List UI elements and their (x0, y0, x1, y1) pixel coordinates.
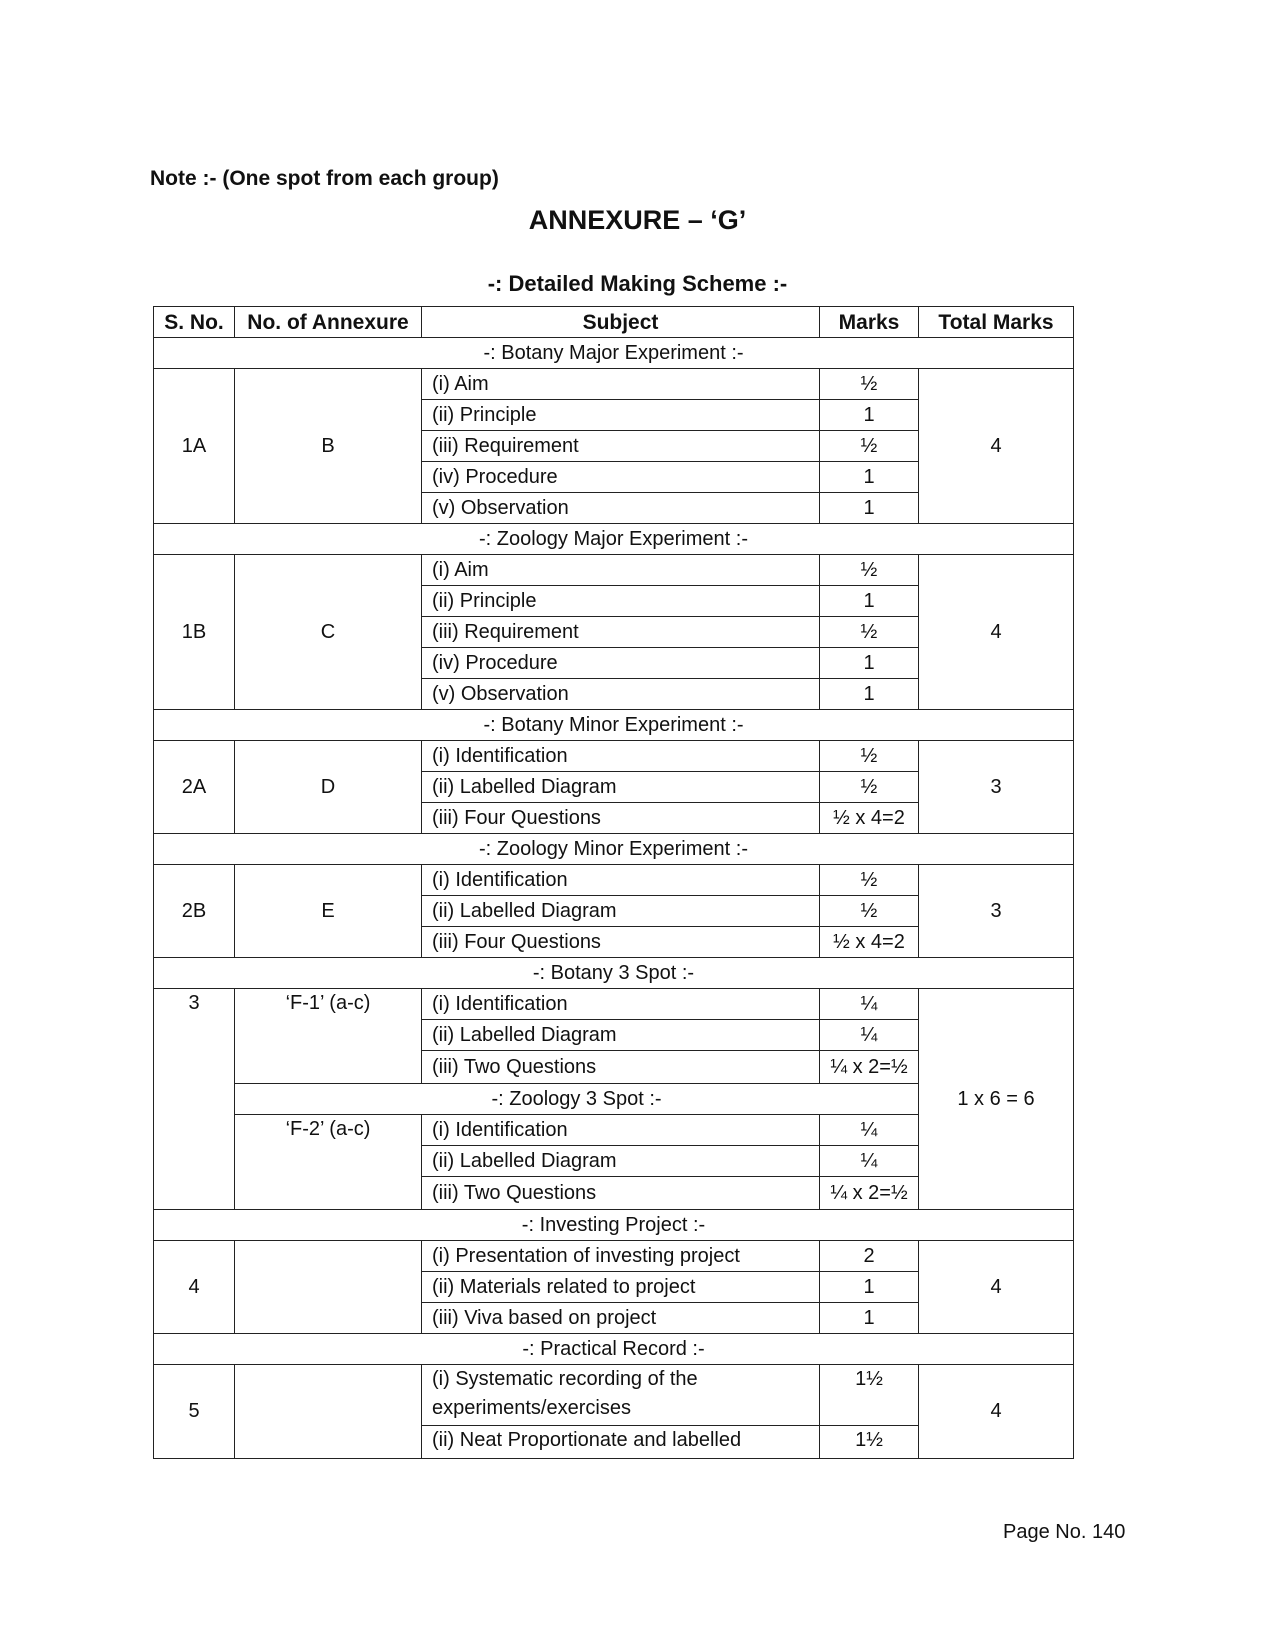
header-subject: Subject (422, 307, 820, 338)
section-practical-record: -: Practical Record :- (154, 1334, 1074, 1365)
header-row (154, 307, 1074, 338)
section-investing-project: -: Investing Project :- (154, 1210, 1074, 1241)
subject-cell: (ii) Neat Proportionate and labelled (422, 1426, 820, 1459)
marks-cell: ½ (820, 555, 919, 586)
sno-cell: 2B (154, 865, 235, 958)
header-annexure: No. of Annexure (235, 307, 422, 338)
note-text: Note :- (One spot from each group) (150, 167, 499, 190)
marks-cell: 1 (820, 400, 919, 431)
annexure-cell: B (235, 369, 422, 524)
sno-cell: 3 (154, 989, 235, 1210)
marking-scheme-table (153, 306, 1074, 1459)
subject-cell: (i) Identification (422, 1115, 820, 1146)
annexure-cell: D (235, 741, 422, 834)
subject-cell: (iv) Procedure (422, 462, 820, 493)
marks-cell: 1 (820, 648, 919, 679)
annexure-cell: C (235, 555, 422, 710)
section-botany-minor: -: Botany Minor Experiment :- (154, 710, 1074, 741)
marks-cell: 1 (820, 586, 919, 617)
marks-cell: ½ (820, 431, 919, 462)
marks-cell: ½ (820, 369, 919, 400)
subject-cell: (iii) Two Questions (422, 1177, 820, 1210)
total-marks-cell: 4 (919, 369, 1074, 524)
total-marks-cell: 1 x 6 = 6 (919, 989, 1074, 1210)
marks-cell: ¼ x 2=½ (820, 1177, 919, 1210)
subject-cell: (ii) Labelled Diagram (422, 1020, 820, 1051)
subject-cell: (iii) Four Questions (422, 803, 820, 834)
table-row (154, 741, 1074, 772)
subject-cell: (iii) Requirement (422, 431, 820, 462)
header-sno: S. No. (154, 307, 235, 338)
marks-cell: 1 (820, 1272, 919, 1303)
subject-cell: (ii) Principle (422, 400, 820, 431)
marks-cell: 1 (820, 462, 919, 493)
sno-cell: 5 (154, 1365, 235, 1459)
sno-cell: 1B (154, 555, 235, 710)
subject-cell: (iii) Four Questions (422, 927, 820, 958)
total-marks-cell: 4 (919, 1365, 1074, 1459)
marks-cell: ½ (820, 617, 919, 648)
subject-cell: (ii) Labelled Diagram (422, 1146, 820, 1177)
section-zoology-minor: -: Zoology Minor Experiment :- (154, 834, 1074, 865)
marks-cell: ¼ x 2=½ (820, 1051, 919, 1084)
sno-cell: 4 (154, 1241, 235, 1334)
marks-cell: 1 (820, 679, 919, 710)
subject-cell: (v) Observation (422, 679, 820, 710)
annexure-title: ANNEXURE – ‘G’ (528, 205, 747, 235)
table-row (154, 865, 1074, 896)
subject-cell: (i) Systematic recording of the experiments/exercises (422, 1365, 820, 1426)
sno-cell: 2A (154, 741, 235, 834)
subject-cell: (v) Observation (422, 493, 820, 524)
subject-cell: (ii) Labelled Diagram (422, 896, 820, 927)
header-marks: Marks (820, 307, 919, 338)
marks-cell: ¼ (820, 1020, 919, 1051)
marks-cell: ½ x 4=2 (820, 927, 919, 958)
marks-cell: ¼ (820, 1115, 919, 1146)
sno-cell: 1A (154, 369, 235, 524)
annexure-cell: ‘F-2’ (a-c) (235, 1115, 422, 1210)
total-marks-cell: 3 (919, 741, 1074, 834)
subject-cell: (i) Presentation of investing project (422, 1241, 820, 1272)
scheme-title: -: Detailed Making Scheme :- (487, 271, 788, 296)
subject-cell: (iii) Viva based on project (422, 1303, 820, 1334)
subject-cell: (ii) Labelled Diagram (422, 772, 820, 803)
table-row (154, 1241, 1074, 1272)
annexure-cell: ‘F-1’ (a-c) (235, 989, 422, 1084)
table-row (154, 989, 1074, 1020)
subject-cell: (i) Aim (422, 369, 820, 400)
marks-cell: 1½ (820, 1365, 919, 1426)
marks-cell: 2 (820, 1241, 919, 1272)
annexure-cell: E (235, 865, 422, 958)
marks-cell: ½ (820, 896, 919, 927)
section-zoology-major: -: Zoology Major Experiment :- (154, 524, 1074, 555)
total-marks-cell: 3 (919, 865, 1074, 958)
marks-cell: 1½ (820, 1426, 919, 1459)
marks-cell: ½ (820, 741, 919, 772)
subject-cell: (ii) Principle (422, 586, 820, 617)
marks-cell: ¼ (820, 989, 919, 1020)
table-row (154, 369, 1074, 400)
subject-cell: (i) Identification (422, 865, 820, 896)
marks-cell: 1 (820, 493, 919, 524)
marks-cell: ½ (820, 772, 919, 803)
section-botany-spot: -: Botany 3 Spot :- (154, 958, 1074, 989)
table-row (154, 1365, 1074, 1426)
subject-cell: (i) Identification (422, 989, 820, 1020)
page-number: Page No. 140 (1003, 1521, 1126, 1543)
subject-cell: (ii) Materials related to project (422, 1272, 820, 1303)
section-botany-major: -: Botany Major Experiment :- (154, 338, 1074, 369)
subject-cell: (iv) Procedure (422, 648, 820, 679)
header-total: Total Marks (919, 307, 1074, 338)
total-marks-cell: 4 (919, 1241, 1074, 1334)
table-row (154, 555, 1074, 586)
marks-cell: ¼ (820, 1146, 919, 1177)
marks-cell: 1 (820, 1303, 919, 1334)
marks-cell: ½ (820, 865, 919, 896)
marks-cell: ½ x 4=2 (820, 803, 919, 834)
subject-cell: (iii) Two Questions (422, 1051, 820, 1084)
total-marks-cell: 4 (919, 555, 1074, 710)
subject-cell: (iii) Requirement (422, 617, 820, 648)
annexure-cell (235, 1365, 422, 1459)
subject-cell: (i) Identification (422, 741, 820, 772)
section-zoology-spot: -: Zoology 3 Spot :- (235, 1084, 919, 1115)
annexure-cell (235, 1241, 422, 1334)
subject-cell: (i) Aim (422, 555, 820, 586)
